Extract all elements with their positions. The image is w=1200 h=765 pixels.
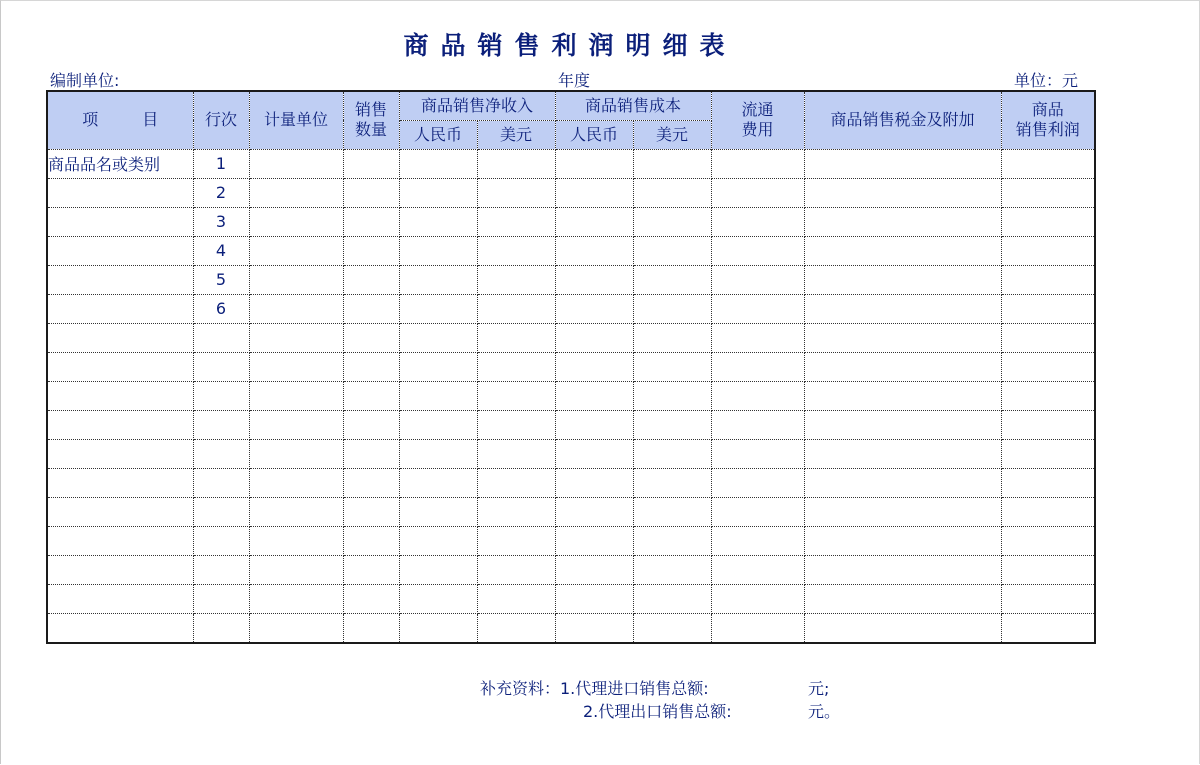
supplement-import-label: 补充资料：1.代理进口销售总额:: [480, 679, 709, 698]
item-cell[interactable]: [47, 613, 193, 643]
data-cell[interactable]: [343, 410, 399, 439]
data-cell[interactable]: [343, 149, 399, 178]
data-cell[interactable]: [555, 323, 633, 352]
data-cell[interactable]: [1001, 439, 1095, 468]
row-number-cell[interactable]: [193, 323, 249, 352]
data-cell[interactable]: [477, 207, 555, 236]
item-cell[interactable]: [47, 352, 193, 381]
header-cost-usd: 美元: [633, 120, 711, 149]
data-cell[interactable]: [1001, 526, 1095, 555]
data-cell[interactable]: [249, 381, 343, 410]
data-cell[interactable]: [399, 410, 477, 439]
data-cell[interactable]: [555, 236, 633, 265]
row-number-cell[interactable]: [193, 352, 249, 381]
data-cell[interactable]: [1001, 149, 1095, 178]
data-cell[interactable]: [399, 294, 477, 323]
data-cell[interactable]: [343, 207, 399, 236]
data-cell[interactable]: [711, 526, 804, 555]
data-cell[interactable]: [249, 149, 343, 178]
data-cell[interactable]: [249, 526, 343, 555]
data-cell[interactable]: [555, 352, 633, 381]
data-cell[interactable]: [555, 265, 633, 294]
data-cell[interactable]: [249, 410, 343, 439]
data-cell[interactable]: [399, 468, 477, 497]
data-cell[interactable]: [633, 294, 711, 323]
table-row: [47, 555, 1095, 584]
data-cell[interactable]: [711, 149, 804, 178]
data-cell[interactable]: [711, 207, 804, 236]
data-cell[interactable]: [633, 149, 711, 178]
data-cell[interactable]: [633, 323, 711, 352]
item-cell[interactable]: [47, 294, 193, 323]
data-cell[interactable]: [343, 468, 399, 497]
header-profit: 商品 销售利润: [1001, 91, 1095, 149]
row-number-cell[interactable]: [193, 584, 249, 613]
item-cell[interactable]: [47, 584, 193, 613]
data-cell[interactable]: [555, 207, 633, 236]
header-measure-unit: 计量单位: [249, 91, 343, 149]
data-cell[interactable]: [555, 584, 633, 613]
row-number-cell[interactable]: [193, 613, 249, 643]
data-cell[interactable]: [1001, 265, 1095, 294]
data-cell[interactable]: [711, 497, 804, 526]
data-cell[interactable]: [804, 410, 1001, 439]
data-cell[interactable]: [804, 439, 1001, 468]
data-cell[interactable]: [477, 410, 555, 439]
item-cell[interactable]: [47, 323, 193, 352]
data-cell[interactable]: [399, 497, 477, 526]
data-cell[interactable]: [399, 149, 477, 178]
data-cell[interactable]: [1001, 468, 1095, 497]
row-number-cell[interactable]: [193, 468, 249, 497]
item-cell[interactable]: [47, 236, 193, 265]
data-cell[interactable]: [804, 468, 1001, 497]
data-cell[interactable]: [711, 381, 804, 410]
data-cell[interactable]: [343, 178, 399, 207]
table-row: [47, 381, 1095, 410]
table-row: [47, 468, 1095, 497]
data-cell[interactable]: [1001, 381, 1095, 410]
data-cell[interactable]: [1001, 352, 1095, 381]
data-cell[interactable]: [477, 497, 555, 526]
item-cell[interactable]: [47, 207, 193, 236]
data-cell[interactable]: [343, 526, 399, 555]
data-cell[interactable]: [477, 323, 555, 352]
header-item-left: 项: [82, 110, 99, 130]
data-cell[interactable]: [343, 381, 399, 410]
item-cell[interactable]: [47, 526, 193, 555]
supplement-export-unit: 元。: [808, 702, 841, 721]
item-cell[interactable]: [47, 555, 193, 584]
data-cell[interactable]: [804, 584, 1001, 613]
data-cell[interactable]: [477, 178, 555, 207]
data-cell[interactable]: [555, 497, 633, 526]
data-cell[interactable]: [477, 526, 555, 555]
data-cell[interactable]: [633, 265, 711, 294]
header-sales-qty: 销售 数量: [343, 91, 399, 149]
row-number-cell[interactable]: [193, 381, 249, 410]
page-title: 商品销售利润明细表: [403, 31, 737, 60]
table-row: [47, 178, 1095, 207]
table-row: [47, 526, 1095, 555]
data-cell[interactable]: [399, 236, 477, 265]
year-label: 年度: [558, 71, 591, 90]
header-income-rmb: 人民币: [399, 120, 477, 149]
data-cell[interactable]: [477, 468, 555, 497]
data-cell[interactable]: [249, 178, 343, 207]
data-cell[interactable]: [633, 410, 711, 439]
table-row: [47, 410, 1095, 439]
data-cell[interactable]: [249, 468, 343, 497]
data-cell[interactable]: [804, 178, 1001, 207]
table-row: [47, 236, 1095, 265]
data-cell[interactable]: [399, 613, 477, 643]
table-body: [47, 149, 1095, 643]
data-cell[interactable]: [249, 323, 343, 352]
data-cell[interactable]: [399, 584, 477, 613]
data-cell[interactable]: [633, 468, 711, 497]
data-cell[interactable]: [399, 265, 477, 294]
data-cell[interactable]: [399, 207, 477, 236]
data-cell[interactable]: [477, 294, 555, 323]
compiling-unit-label: 编制单位:: [50, 71, 120, 90]
data-cell[interactable]: [555, 526, 633, 555]
data-cell[interactable]: [399, 526, 477, 555]
data-cell[interactable]: [343, 613, 399, 643]
data-cell[interactable]: [711, 323, 804, 352]
data-cell[interactable]: [804, 294, 1001, 323]
header-circulation-fee: 流通 费用: [711, 91, 804, 149]
currency-unit-label: 单位：元: [1014, 71, 1079, 90]
data-cell[interactable]: [399, 555, 477, 584]
supplement-import-unit: 元;: [808, 679, 830, 698]
data-cell[interactable]: [477, 381, 555, 410]
header-net-income: 商品销售净收入: [399, 91, 555, 120]
data-cell[interactable]: [343, 497, 399, 526]
data-cell[interactable]: [804, 149, 1001, 178]
table-row: [47, 149, 1095, 178]
data-cell[interactable]: [711, 352, 804, 381]
data-cell[interactable]: [804, 555, 1001, 584]
data-cell[interactable]: [249, 294, 343, 323]
data-cell[interactable]: [804, 207, 1001, 236]
data-cell[interactable]: [1001, 207, 1095, 236]
data-cell[interactable]: [711, 584, 804, 613]
data-cell[interactable]: [804, 381, 1001, 410]
data-cell[interactable]: [249, 555, 343, 584]
item-cell[interactable]: [47, 178, 193, 207]
data-cell[interactable]: [711, 613, 804, 643]
data-cell[interactable]: [555, 613, 633, 643]
header-cost: 商品销售成本: [555, 91, 711, 120]
data-cell[interactable]: [249, 613, 343, 643]
data-cell[interactable]: [555, 149, 633, 178]
data-cell[interactable]: [249, 236, 343, 265]
data-cell[interactable]: [711, 265, 804, 294]
data-cell[interactable]: [711, 439, 804, 468]
row-number-cell[interactable]: 1: [193, 149, 249, 178]
data-cell[interactable]: [555, 294, 633, 323]
data-cell[interactable]: [477, 265, 555, 294]
data-cell[interactable]: [343, 555, 399, 584]
data-cell[interactable]: [633, 352, 711, 381]
data-cell[interactable]: [804, 265, 1001, 294]
data-cell[interactable]: [477, 584, 555, 613]
data-cell[interactable]: [343, 294, 399, 323]
data-cell[interactable]: [249, 584, 343, 613]
data-cell[interactable]: [249, 265, 343, 294]
data-cell[interactable]: [633, 439, 711, 468]
data-cell[interactable]: [399, 439, 477, 468]
data-cell[interactable]: [804, 236, 1001, 265]
data-cell[interactable]: [1001, 410, 1095, 439]
data-cell[interactable]: [1001, 555, 1095, 584]
row-number-cell[interactable]: [193, 410, 249, 439]
data-cell[interactable]: [555, 439, 633, 468]
row-number-cell[interactable]: 4: [193, 236, 249, 265]
header-item-right: 目: [142, 110, 159, 130]
header-cost-rmb: 人民币: [555, 120, 633, 149]
row-number-cell[interactable]: [193, 497, 249, 526]
data-cell[interactable]: [343, 439, 399, 468]
header-tax: 商品销售税金及附加: [804, 91, 1001, 149]
data-cell[interactable]: [343, 323, 399, 352]
data-cell[interactable]: [633, 584, 711, 613]
data-cell[interactable]: [633, 381, 711, 410]
data-cell[interactable]: [477, 149, 555, 178]
item-cell[interactable]: [47, 381, 193, 410]
data-cell[interactable]: [633, 555, 711, 584]
table-row: [47, 323, 1095, 352]
data-cell[interactable]: [804, 497, 1001, 526]
data-cell[interactable]: [1001, 613, 1095, 643]
data-cell[interactable]: [1001, 178, 1095, 207]
data-cell[interactable]: [399, 323, 477, 352]
data-cell[interactable]: [633, 178, 711, 207]
data-cell[interactable]: [804, 526, 1001, 555]
data-cell[interactable]: [343, 236, 399, 265]
table-row: [47, 613, 1095, 643]
data-cell[interactable]: [343, 352, 399, 381]
data-cell[interactable]: [1001, 294, 1095, 323]
data-cell[interactable]: [555, 555, 633, 584]
header-row-no: 行次: [193, 91, 249, 149]
data-cell[interactable]: [249, 497, 343, 526]
data-cell[interactable]: [477, 555, 555, 584]
data-cell[interactable]: [804, 352, 1001, 381]
data-cell[interactable]: [711, 410, 804, 439]
item-cell[interactable]: [47, 265, 193, 294]
data-cell[interactable]: [555, 410, 633, 439]
item-cell[interactable]: [47, 497, 193, 526]
data-cell[interactable]: [1001, 323, 1095, 352]
data-cell[interactable]: [711, 178, 804, 207]
item-cell[interactable]: 商品品名或类别: [47, 149, 193, 178]
data-cell[interactable]: [555, 381, 633, 410]
row-number-cell[interactable]: 6: [193, 294, 249, 323]
data-cell[interactable]: [711, 236, 804, 265]
supplement-export-label: 2.代理出口销售总额:: [583, 702, 732, 721]
data-cell[interactable]: [633, 207, 711, 236]
data-cell[interactable]: [1001, 236, 1095, 265]
data-cell[interactable]: [477, 352, 555, 381]
data-cell[interactable]: [477, 439, 555, 468]
data-cell[interactable]: [633, 613, 711, 643]
table-row: [47, 294, 1095, 323]
data-cell[interactable]: [399, 381, 477, 410]
row-number-cell[interactable]: [193, 526, 249, 555]
data-cell[interactable]: [804, 613, 1001, 643]
data-cell[interactable]: [804, 323, 1001, 352]
row-number-cell[interactable]: 3: [193, 207, 249, 236]
table-row: [47, 584, 1095, 613]
data-cell[interactable]: [1001, 497, 1095, 526]
header-item: [47, 91, 193, 149]
item-cell[interactable]: [47, 410, 193, 439]
data-cell[interactable]: [477, 236, 555, 265]
data-cell[interactable]: [633, 236, 711, 265]
data-cell[interactable]: [555, 468, 633, 497]
header-income-usd: 美元: [477, 120, 555, 149]
data-cell[interactable]: [477, 613, 555, 643]
data-cell[interactable]: [711, 468, 804, 497]
row-number-cell[interactable]: [193, 555, 249, 584]
table-row: [47, 207, 1095, 236]
data-cell[interactable]: [343, 265, 399, 294]
data-cell[interactable]: [249, 439, 343, 468]
data-cell[interactable]: [249, 207, 343, 236]
data-cell[interactable]: [399, 352, 477, 381]
item-cell[interactable]: [47, 468, 193, 497]
data-cell[interactable]: [555, 178, 633, 207]
row-number-cell[interactable]: 5: [193, 265, 249, 294]
table-row: [47, 352, 1095, 381]
data-cell[interactable]: [633, 497, 711, 526]
table-row: [47, 439, 1095, 468]
row-number-cell[interactable]: [193, 439, 249, 468]
data-cell[interactable]: [711, 294, 804, 323]
table-row: [47, 497, 1095, 526]
profit-detail-table: [46, 90, 1096, 644]
item-cell[interactable]: [47, 439, 193, 468]
row-number-cell[interactable]: 2: [193, 178, 249, 207]
data-cell[interactable]: [633, 526, 711, 555]
table-row: [47, 265, 1095, 294]
data-cell[interactable]: [343, 584, 399, 613]
data-cell[interactable]: [1001, 584, 1095, 613]
data-cell[interactable]: [711, 555, 804, 584]
data-cell[interactable]: [249, 352, 343, 381]
data-cell[interactable]: [399, 178, 477, 207]
